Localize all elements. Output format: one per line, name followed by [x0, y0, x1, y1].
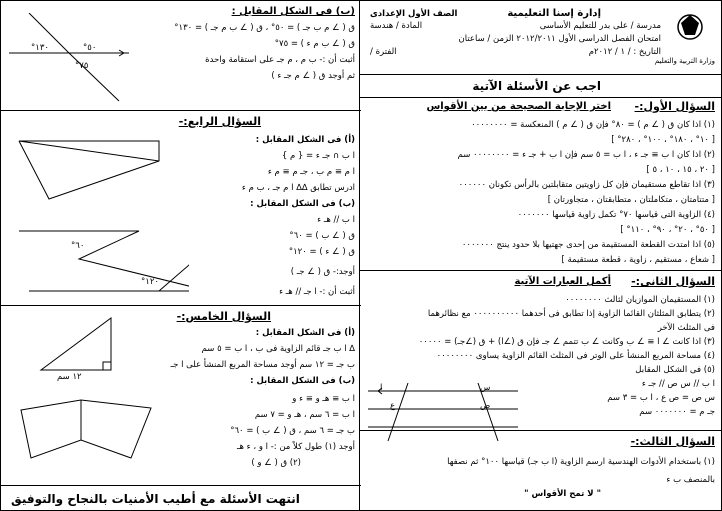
angle-75: ٧٥° [75, 61, 89, 71]
label-12cm: ١٢ سم [57, 372, 82, 382]
q5b-line-3: ب جـ = ٦ سم ، ق ( ∠ ب ) = ٦٠° [230, 426, 355, 436]
exam-title: امتحان الفصل الدراسى الأول ٢٠١٢/٢٠١١ الزمن / ساعتان [458, 34, 661, 44]
question-5 [1, 306, 361, 486]
right-column [359, 1, 721, 511]
q1b-line-2: ق ( ∠ ب م ء ) = ٧٥° [274, 39, 355, 49]
parallel-figure [9, 219, 189, 299]
kite-figure [11, 390, 161, 462]
q3-title: السؤال الثالث:- [630, 435, 715, 448]
q1-line-3: (٢) اذا كان ا ب ≡ جـ ء ، ا ب = ٥ سم فإن ا ب + جـ ء = ٠٠٠٠٠٠٠٠ سم [457, 150, 715, 160]
q2-line-3: فى المثلث الآخر [657, 323, 715, 333]
q4a-line-1: ا ب ∩ جـ ء = { م } [281, 151, 355, 161]
q4-part-a: (أ) فى الشكل المقابل : [255, 135, 355, 145]
q5a-line-1: ∆ ا ب جـ قائم الزاوية فى ب ، ا ب = ٥ سم [201, 344, 355, 354]
right-triangle-figure [31, 314, 131, 374]
q1b-line-3: أثبت أن :- ب م ، م جـ على استقامة واحدة [205, 55, 355, 65]
q5a-line-2: ب جـ = ١٢ سم أوجد مساحة المربع المنشأ على ا جـ [170, 360, 355, 370]
angle-130: ١٣٠° [31, 43, 49, 53]
q2-title: السؤال الثانى:- [631, 275, 715, 288]
q3-line-2: بالمنصف ب ء [666, 475, 715, 485]
q1-line-6: [ متتامتان ، متكاملتان ، متطابقتان ، متجاورتان ] [547, 195, 715, 205]
q1-line-5: (٣) اذا تقاطع مستقيمان فإن كل زاويتين متقابلتين بالرأس تكونان ٠٠٠٠٠٠ [458, 180, 715, 190]
q5-part-a: (أ) فى الشكل المقابل : [255, 328, 355, 338]
q2-line-9: جـ م = ٠٠٠٠٠٠٠ سم [639, 407, 715, 417]
q1b-title: (ب) فى الشكل المقابل : [231, 6, 355, 17]
question-1 [360, 97, 721, 271]
q4b-line-5: أثبت أن :- ا جـ // هـ ء [279, 287, 355, 297]
school-name: مدرسة / على بدر للتعليم الأساسى [539, 21, 661, 31]
left-column [1, 1, 361, 511]
label-ain: ع [390, 401, 396, 411]
q1-line-2: [ ١٠° ، ١٨٠° ، ١٠٠° ، ٢٨٠° ] [611, 135, 715, 145]
q1-instruction: اختر الإجابة الصحيحة من بين الأقواس [426, 101, 611, 112]
question-3 [360, 431, 721, 511]
q3-line-1: (١) باستخدام الأدوات الهندسية ارسم الزاوية (ا ب جـ) قياسها ١٠٠° ثم نصفها [447, 457, 715, 467]
question-2 [360, 271, 721, 431]
q2-line-2: (٢) يتطابق المثلثان القائما الزاوية إذا تطابق فى أحدهما ٠٠٠٠٠٠٠٠٠٠ مع نظائرهما [427, 309, 715, 319]
triangles-figure [9, 121, 169, 201]
q4b-line-4: أوجد:- ق ( ∠ جـ ) [290, 267, 355, 277]
q1-title: السؤال الأول:- [634, 100, 715, 113]
question-4 [1, 111, 361, 306]
q5-title: السؤال الخامس:- [176, 310, 271, 323]
label-60: ٦٠° [71, 241, 85, 251]
q4-part-b: (ب) فى الشكل المقابل : [250, 199, 355, 209]
q1b-line-4: ثم أوجد ق ( ∠ م جـ ء ) [271, 71, 355, 81]
question-1b [1, 1, 361, 111]
closing-message: انتهت الأسئلة مع أطيب الأمنيات بالنجاح والتوفيق [11, 492, 300, 506]
label-s: س [480, 383, 491, 393]
q4a-line-3: ادرس تطابق ∆∆ ا م جـ ، ب م ء [241, 183, 355, 193]
q2-line-5: (٤) مساحة المربع المنشأ على الوتر فى المثلث القائم الزاوية يساوى ٠٠٠٠٠٠٠٠ [436, 351, 715, 361]
q3-note: " لا تمح الأقواس " [524, 489, 601, 499]
q2-instruction: أكمل العبارات الآتية [514, 276, 611, 287]
label-sad: ص [480, 401, 491, 411]
q4b-line-3: ق ( ∠ ء ) = ١٢٠° [288, 247, 355, 257]
angle-50: ٥٠° [83, 43, 97, 53]
q5b-line-4: أوجد (١) طول كلاً من :- ا و ، ء هـ [237, 442, 355, 452]
q2-line-1: (١) المستقيمان الموازيان لثالث ٠٠٠٠٠٠٠٠ [565, 295, 715, 305]
q1-line-1: (١) اذا كان ق ( ∠ م ) = ٨٠° فإن ق ( ∠ م ) المنعكسة = ٠٠٠٠٠٠٠٠ [471, 120, 715, 130]
q1-line-4: [ ٢٠ ، ١٥ ، ١٠ ، ٥ ] [646, 165, 715, 175]
angle-figure-1 [9, 13, 129, 103]
q2-line-8: س ص = ص ع ، ا ب = ٣ سم [607, 393, 715, 403]
ministry-logo [667, 9, 713, 55]
q1-line-7: (٤) الزاوية التى قياسها ٧٠° تكمل زاوية قياسها ٠٠٠٠٠٠٠ [517, 210, 715, 220]
main-title: اجب عن الأسئلة الآتية [472, 79, 601, 93]
q5b-line-1: ا ب ≡ هـ و ≡ ء و [292, 394, 355, 404]
subject: المادة / هندسة [370, 21, 423, 31]
q4b-line-1: ا ب // هـ ء [317, 215, 355, 225]
q5b-line-5: (٢) ق ( ∠ و ) [251, 458, 301, 468]
q2-line-7: ا ب // س ص // جـ ء [641, 379, 715, 389]
grade: الصف الأول الإعدادى [370, 9, 458, 19]
q1b-line-1: ق ( ∠ م ب جـ ) = ٥٠° ، ق ( ∠ ب م جـ ) = ١٣٠° [174, 23, 355, 33]
period: الفترة / [370, 47, 397, 57]
dept-name: إدارة إسنا التعليمية [507, 8, 601, 19]
q1-line-10: [ شعاع ، مستقيم ، زاوية ، قطعة مستقيمة ] [561, 255, 715, 265]
q1-line-9: (٥) اذا امتدت القطعة المستقيمة من إحدى جهتيها بلا حدود ينتج ٠٠٠٠٠٠٠ [461, 240, 715, 250]
q2-line-6: (٥) فى الشكل المقابل [635, 365, 715, 375]
logo-text: وزارة التربية والتعليم [654, 57, 715, 65]
q5b-line-2: ا ب = ٦ سم ، هـ و = ٧ سم [254, 410, 355, 420]
q4b-line-2: ق ( ∠ ب ) = ٦٠° [289, 231, 355, 241]
q4-title: السؤال الرابع:- [178, 115, 261, 128]
q1-line-8: [ ٥٠° ، ٢٠° ، ٩٠° ، ١١٠° ] [620, 225, 715, 235]
label-120: ١٢٠° [141, 277, 159, 287]
q2-line-4: (٣) اذا كانت ∠ ا ≡ ∠ ب وكانت ∠ ب تتمم ∠ جـ فإن ق (∠ا) + ق (∠جـ) = ٠٠٠٠٠ [418, 337, 715, 347]
q4a-line-2: ا م ≡ م ب ، جـ م ≡ م ء [267, 167, 355, 177]
exam-date: التاريخ : / ١ / ٢٠١٢م [588, 47, 661, 57]
q5-part-b: (ب) فى الشكل المقابل : [250, 376, 355, 386]
label-a: ا [380, 383, 383, 393]
exam-header [360, 1, 721, 75]
